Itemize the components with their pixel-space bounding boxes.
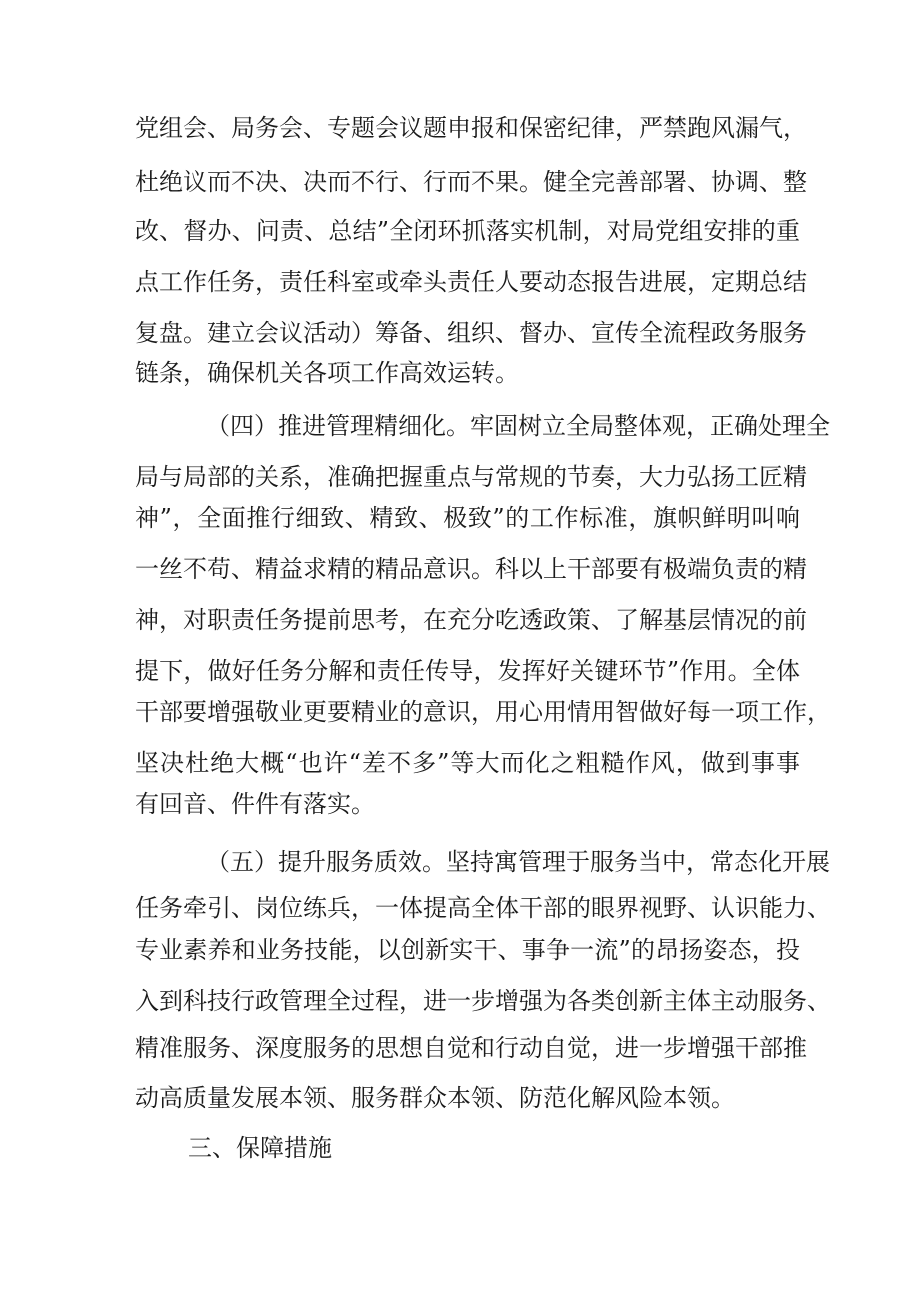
text-line: 杜绝议而不决、决而不行、行而不果。健全完善部署、协调、整: [135, 168, 807, 196]
text-line: 党组会、局务会、专题会议题申报和保密纪律，严禁跑风漏气，: [135, 114, 807, 142]
text-line: 局与局部的关系，准确把握重点与常规的节奏，大力弘扬工匠精: [135, 463, 807, 491]
text-line: 有回音、件件有落实。: [135, 790, 375, 818]
text-line: （四）推进管理精细化。牢固树立全局整体观，正确处理全: [206, 412, 830, 440]
text-line: 任务牵引、岗位练兵，一体提高全体干部的眼界视野、认识能力、: [135, 894, 831, 922]
text-line: 动高质量发展本领、服务群众本领、防范化解风险本领。: [135, 1084, 735, 1112]
text-line: 干部要增强敬业更要精业的意识，用心用情用智做好每一项工作，: [135, 698, 831, 726]
text-line: （五）提升服务质效。坚持寓管理于服务当中，常态化开展: [206, 848, 830, 876]
section-heading: 三、保障措施: [188, 1134, 332, 1162]
text-line: 专业素养和业务技能，以创新实干、事争一流”的昂扬姿态，投: [135, 936, 800, 964]
text-line: 点工作任务，责任科室或牵头责任人要动态报告进展，定期总结: [135, 268, 807, 296]
text-line: 神，对职责任务提前思考，在充分吃透政策、了解基层情况的前: [135, 606, 807, 634]
text-line: 改、督办、问责、总结”全闭环抓落实机制，对局党组安排的重: [135, 217, 800, 245]
text-line: 复盘。建立会议活动）筹备、组织、督办、宣传全流程政务服务: [135, 319, 807, 347]
text-line: 坚决杜绝大概“也许“差不多”等大而化之粗糙作风，做到事事: [135, 749, 800, 777]
text-line: 精准服务、深度服务的思想自觉和行动自觉，进一步增强干部推: [135, 1034, 807, 1062]
text-line: 提下，做好任务分解和责任传导，发挥好关键环节”作用。全体: [135, 657, 800, 685]
text-line: 神”，全面推行细致、精致、极致”的工作标准，旗帜鲜明叫响: [135, 504, 800, 532]
text-line: 入到科技行政管理全过程，进一步增强为各类创新主体主动服务、: [135, 987, 831, 1015]
text-line: 一丝不苟、精益求精的精品意识。科以上干部要有极端负责的精: [135, 555, 807, 583]
text-line: 链条，确保机关各项工作高效运转。: [135, 359, 519, 387]
